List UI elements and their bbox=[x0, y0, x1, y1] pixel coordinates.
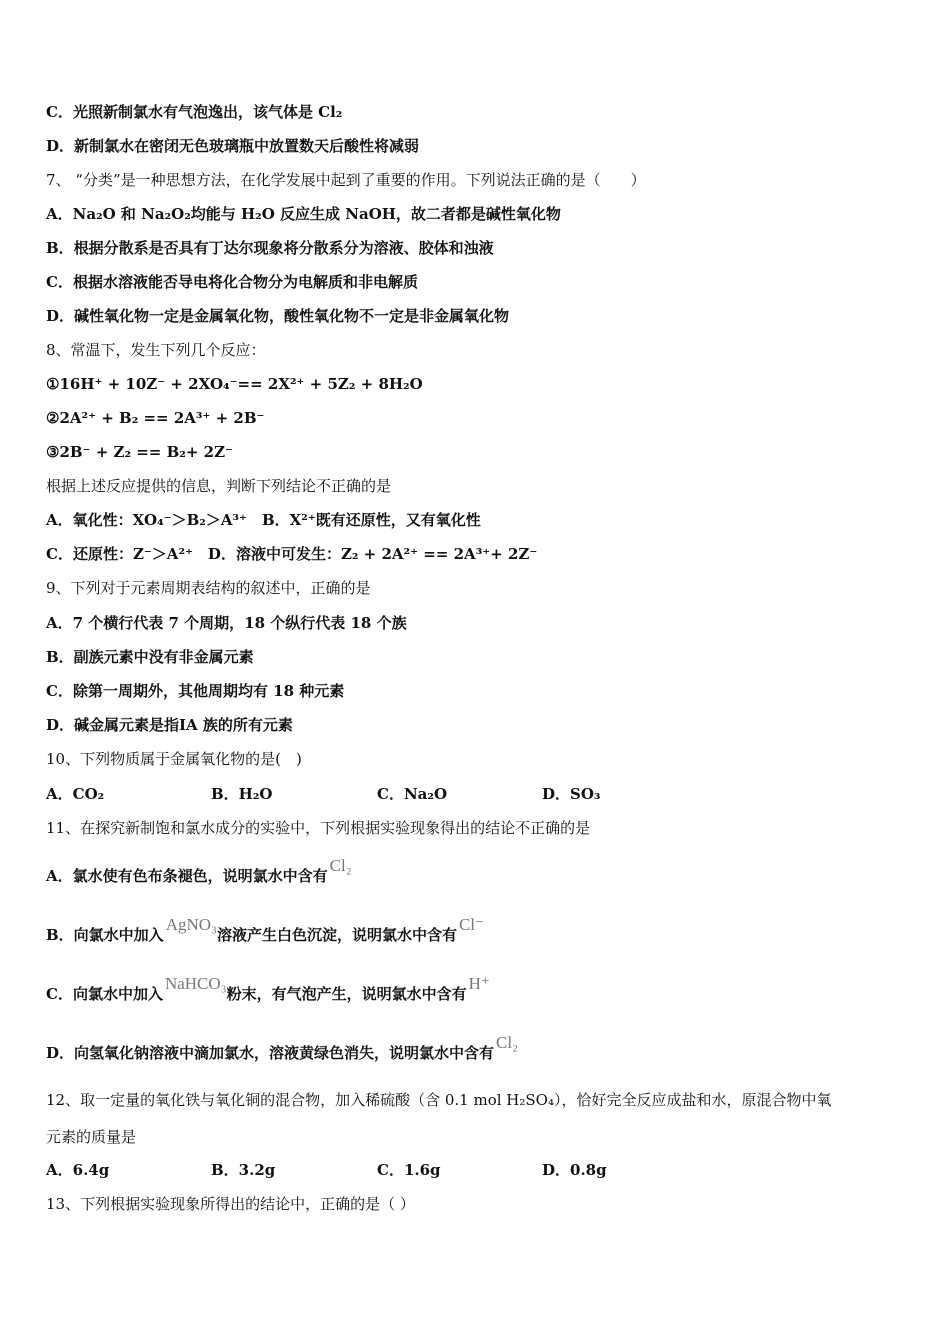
formula-cl2-a: Cl₂ bbox=[329, 856, 352, 875]
q8-reaction-3: ③2B⁻ + Z₂ == B₂+ 2Z⁻ bbox=[46, 443, 233, 461]
q7-option-a: A．Na₂O 和 Na₂O₂均能与 H₂O 反应生成 NaOH，故二者都是碱性氧化物 bbox=[46, 205, 561, 223]
q11-option-d-text: D．向氢氧化钠溶液中滴加氯水，溶液黄绿色消失，说明氯水中含有 bbox=[46, 1044, 495, 1062]
q10-option-d: D．SO₃ bbox=[542, 785, 601, 803]
q6-option-d: D．新制氯水在密闭无色玻璃瓶中放置数天后酸性将减弱 bbox=[46, 137, 420, 155]
q9-option-d: D．碱金属元素是指ⅠA 族的所有元素 bbox=[46, 716, 293, 734]
q11-option-a bbox=[46, 856, 352, 886]
question-10: 10、下列物质属于金属氧化物的是( ) bbox=[46, 750, 302, 768]
q8-reaction-2: ②2A²⁺ + B₂ == 2A³⁺ + 2B⁻ bbox=[46, 409, 265, 427]
q11-option-b-text-1: B．向氯水中加入 bbox=[46, 926, 164, 944]
q11-option-c bbox=[46, 974, 490, 1004]
question-8: 8、常温下，发生下列几个反应： bbox=[46, 341, 266, 359]
q10-option-a: A．CO₂ bbox=[46, 785, 105, 803]
formula-agno3: AgNO₃ bbox=[165, 915, 217, 934]
q7-option-b: B．根据分散系是否具有丁达尔现象将分散系分为溶液、胶体和浊液 bbox=[46, 239, 494, 257]
q9-option-c: C．除第一周期外，其他周期均有 18 种元素 bbox=[46, 682, 345, 700]
question-12-line-1: 12、取一定量的氧化铁与氧化铜的混合物，加入稀硫酸（含 0.1 mol H₂SO₄），恰好完全反应成盐和水，原混合物中氧 bbox=[46, 1091, 832, 1109]
q8-stem: 根据上述反应提供的信息，判断下列结论不正确的是 bbox=[46, 477, 392, 495]
q6-option-c: C．光照新制氯水有气泡逸出，该气体是 Cl₂ bbox=[46, 103, 343, 121]
q11-option-a-text: A．氯水使有色布条褪色，说明氯水中含有 bbox=[46, 867, 328, 885]
q11-option-b bbox=[46, 915, 485, 945]
q8-options-cd: C．还原性：Z⁻＞A²⁺ D．溶液中可发生：Z₂ + 2A²⁺ == 2A³⁺+ 2Z⁻ bbox=[46, 545, 538, 563]
question-11: 11、在探究新制饱和氯水成分的实验中，下列根据实验现象得出的结论不正确的是 bbox=[46, 819, 591, 837]
q12-option-a: A．6.4g bbox=[46, 1161, 110, 1179]
formula-h-plus: H⁺ bbox=[468, 974, 490, 993]
formula-cl-minus: Cl⁻ bbox=[458, 915, 485, 934]
q8-options-ab: A．氧化性：XO₄⁻＞B₂＞A³⁺ B．X²⁺既有还原性，又有氧化性 bbox=[46, 511, 481, 529]
q10-option-c: C．Na₂O bbox=[377, 785, 448, 803]
question-7: 7、 “分类”是一种思想方法，在化学发展中起到了重要的作用。下列说法正确的是（ ） bbox=[46, 171, 646, 189]
q8-reaction-1: ①16H⁺ + 10Z⁻ + 2XO₄⁻== 2X²⁺ + 5Z₂ + 8H₂O bbox=[46, 375, 423, 393]
q7-option-c: C．根据水溶液能否导电将化合物分为电解质和非电解质 bbox=[46, 273, 418, 291]
q9-option-b: B．副族元素中没有非金属元素 bbox=[46, 648, 254, 666]
q12-option-d: D．0.8g bbox=[542, 1161, 607, 1179]
question-13: 13、下列根据实验现象所得出的结论中，正确的是（ ） bbox=[46, 1195, 415, 1213]
q10-option-b: B．H₂O bbox=[211, 785, 273, 803]
q11-option-c-text-2: 粉末，有气泡产生，说明氯水中含有 bbox=[226, 985, 467, 1003]
question-9: 9、下列对于元素周期表结构的叙述中，正确的是 bbox=[46, 579, 371, 597]
question-12-line-2: 元素的质量是 bbox=[46, 1128, 137, 1146]
q10-options bbox=[46, 784, 906, 804]
q7-option-d: D．碱性氧化物一定是金属氧化物，酸性氧化物不一定是非金属氧化物 bbox=[46, 307, 510, 325]
q12-option-b: B．3.2g bbox=[211, 1161, 276, 1179]
q11-option-d bbox=[46, 1033, 519, 1063]
q12-options bbox=[46, 1160, 906, 1180]
q9-option-a: A．7 个横行代表 7 个周期，18 个纵行代表 18 个族 bbox=[46, 614, 407, 632]
q11-option-b-text-2: 溶液产生白色沉淀，说明氯水中含有 bbox=[216, 926, 457, 944]
q12-option-c: C．1.6g bbox=[377, 1161, 441, 1179]
q11-option-c-text-1: C．向氯水中加入 bbox=[46, 985, 163, 1003]
formula-cl2-d: Cl₂ bbox=[496, 1033, 519, 1052]
formula-nahco3: NaHCO₃ bbox=[164, 974, 227, 993]
